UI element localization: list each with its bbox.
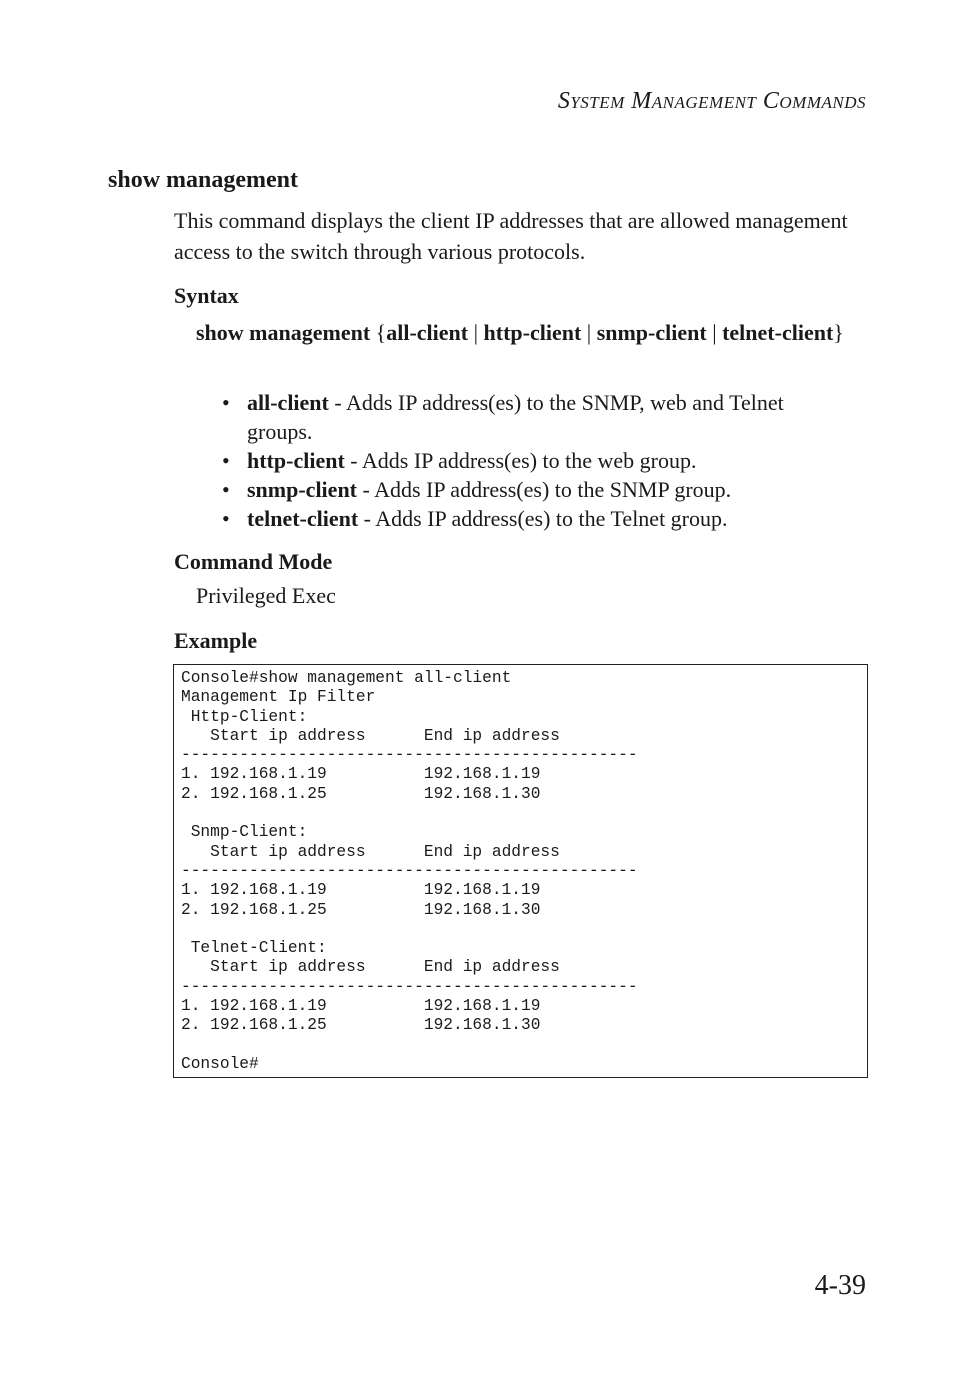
list-item <box>222 388 842 446</box>
bullet-icon: • <box>222 477 230 502</box>
syntax-option: all-client <box>386 320 469 345</box>
example-code-box <box>173 664 868 1078</box>
example-heading: Example <box>174 628 258 653</box>
syntax-separator: | <box>473 320 479 345</box>
code-line: Start ip address End ip address <box>181 842 560 861</box>
code-line: 2. 192.168.1.25 192.168.1.30 <box>181 900 541 919</box>
code-line: Snmp-Client: <box>181 823 308 842</box>
list-item <box>222 446 842 475</box>
syntax-separator: | <box>712 320 717 345</box>
code-line: 1. 192.168.1.19 192.168.1.19 <box>181 765 541 784</box>
syntax-brace-open: { <box>375 320 387 345</box>
code-line: 1. 192.168.1.19 192.168.1.19 <box>181 997 541 1016</box>
param-desc: - Adds IP address(es) to the web group. <box>344 448 697 473</box>
section-title: show management <box>108 167 298 193</box>
parameter-list <box>222 388 842 533</box>
running-header: System Management Commands <box>557 88 866 114</box>
bullet-icon: • <box>222 506 230 531</box>
code-line: ----------------------------------------------- <box>181 746 638 765</box>
param-desc: - Adds IP address(es) to the SNMP group. <box>357 477 732 502</box>
syntax-command: show management <box>196 320 371 345</box>
code-line: Management Ip Filter <box>181 688 376 707</box>
code-line: Telnet-Client: <box>181 939 327 958</box>
list-item <box>222 504 842 533</box>
param-name: telnet-client <box>247 506 359 531</box>
param-name: all-client <box>247 390 329 415</box>
param-desc: - Adds IP address(es) to the Telnet group. <box>358 506 728 531</box>
syntax-option: telnet-client <box>722 320 834 345</box>
code-line: Start ip address End ip address <box>181 726 560 745</box>
syntax-heading: Syntax <box>174 283 239 308</box>
code-line: Start ip address End ip address <box>181 958 560 977</box>
command-mode-heading: Command Mode <box>174 549 333 574</box>
code-line: ----------------------------------------------- <box>181 861 638 880</box>
code-line: 2. 192.168.1.25 192.168.1.30 <box>181 1016 541 1035</box>
param-name: http-client <box>247 448 345 473</box>
example-code <box>181 669 867 1074</box>
syntax-separator: | <box>586 320 592 345</box>
command-mode-value: Privileged Exec <box>196 583 336 608</box>
code-line: Console#show management all-client <box>181 669 512 687</box>
bullet-icon: • <box>222 390 230 415</box>
syntax-option: snmp-client <box>596 320 707 345</box>
bullet-icon: • <box>222 448 230 473</box>
syntax-brace-close: } <box>833 320 844 345</box>
param-desc: - Adds IP address(es) to the SNMP, web and Telnet groups. <box>247 390 784 444</box>
section-intro: This command displays the client IP addresses that are allowed management access to the switch through various protocols. <box>174 208 848 264</box>
syntax-command-line <box>196 318 861 347</box>
code-line: Http-Client: <box>181 707 308 726</box>
param-name: snmp-client <box>247 477 357 502</box>
syntax-option: http-client <box>483 320 582 345</box>
page-number: 4-39 <box>814 1270 866 1301</box>
code-line: 2. 192.168.1.25 192.168.1.30 <box>181 784 541 803</box>
code-line: Console# <box>181 1054 259 1073</box>
code-line: ----------------------------------------------- <box>181 977 638 996</box>
list-item <box>222 475 842 504</box>
code-line: 1. 192.168.1.19 192.168.1.19 <box>181 881 541 900</box>
